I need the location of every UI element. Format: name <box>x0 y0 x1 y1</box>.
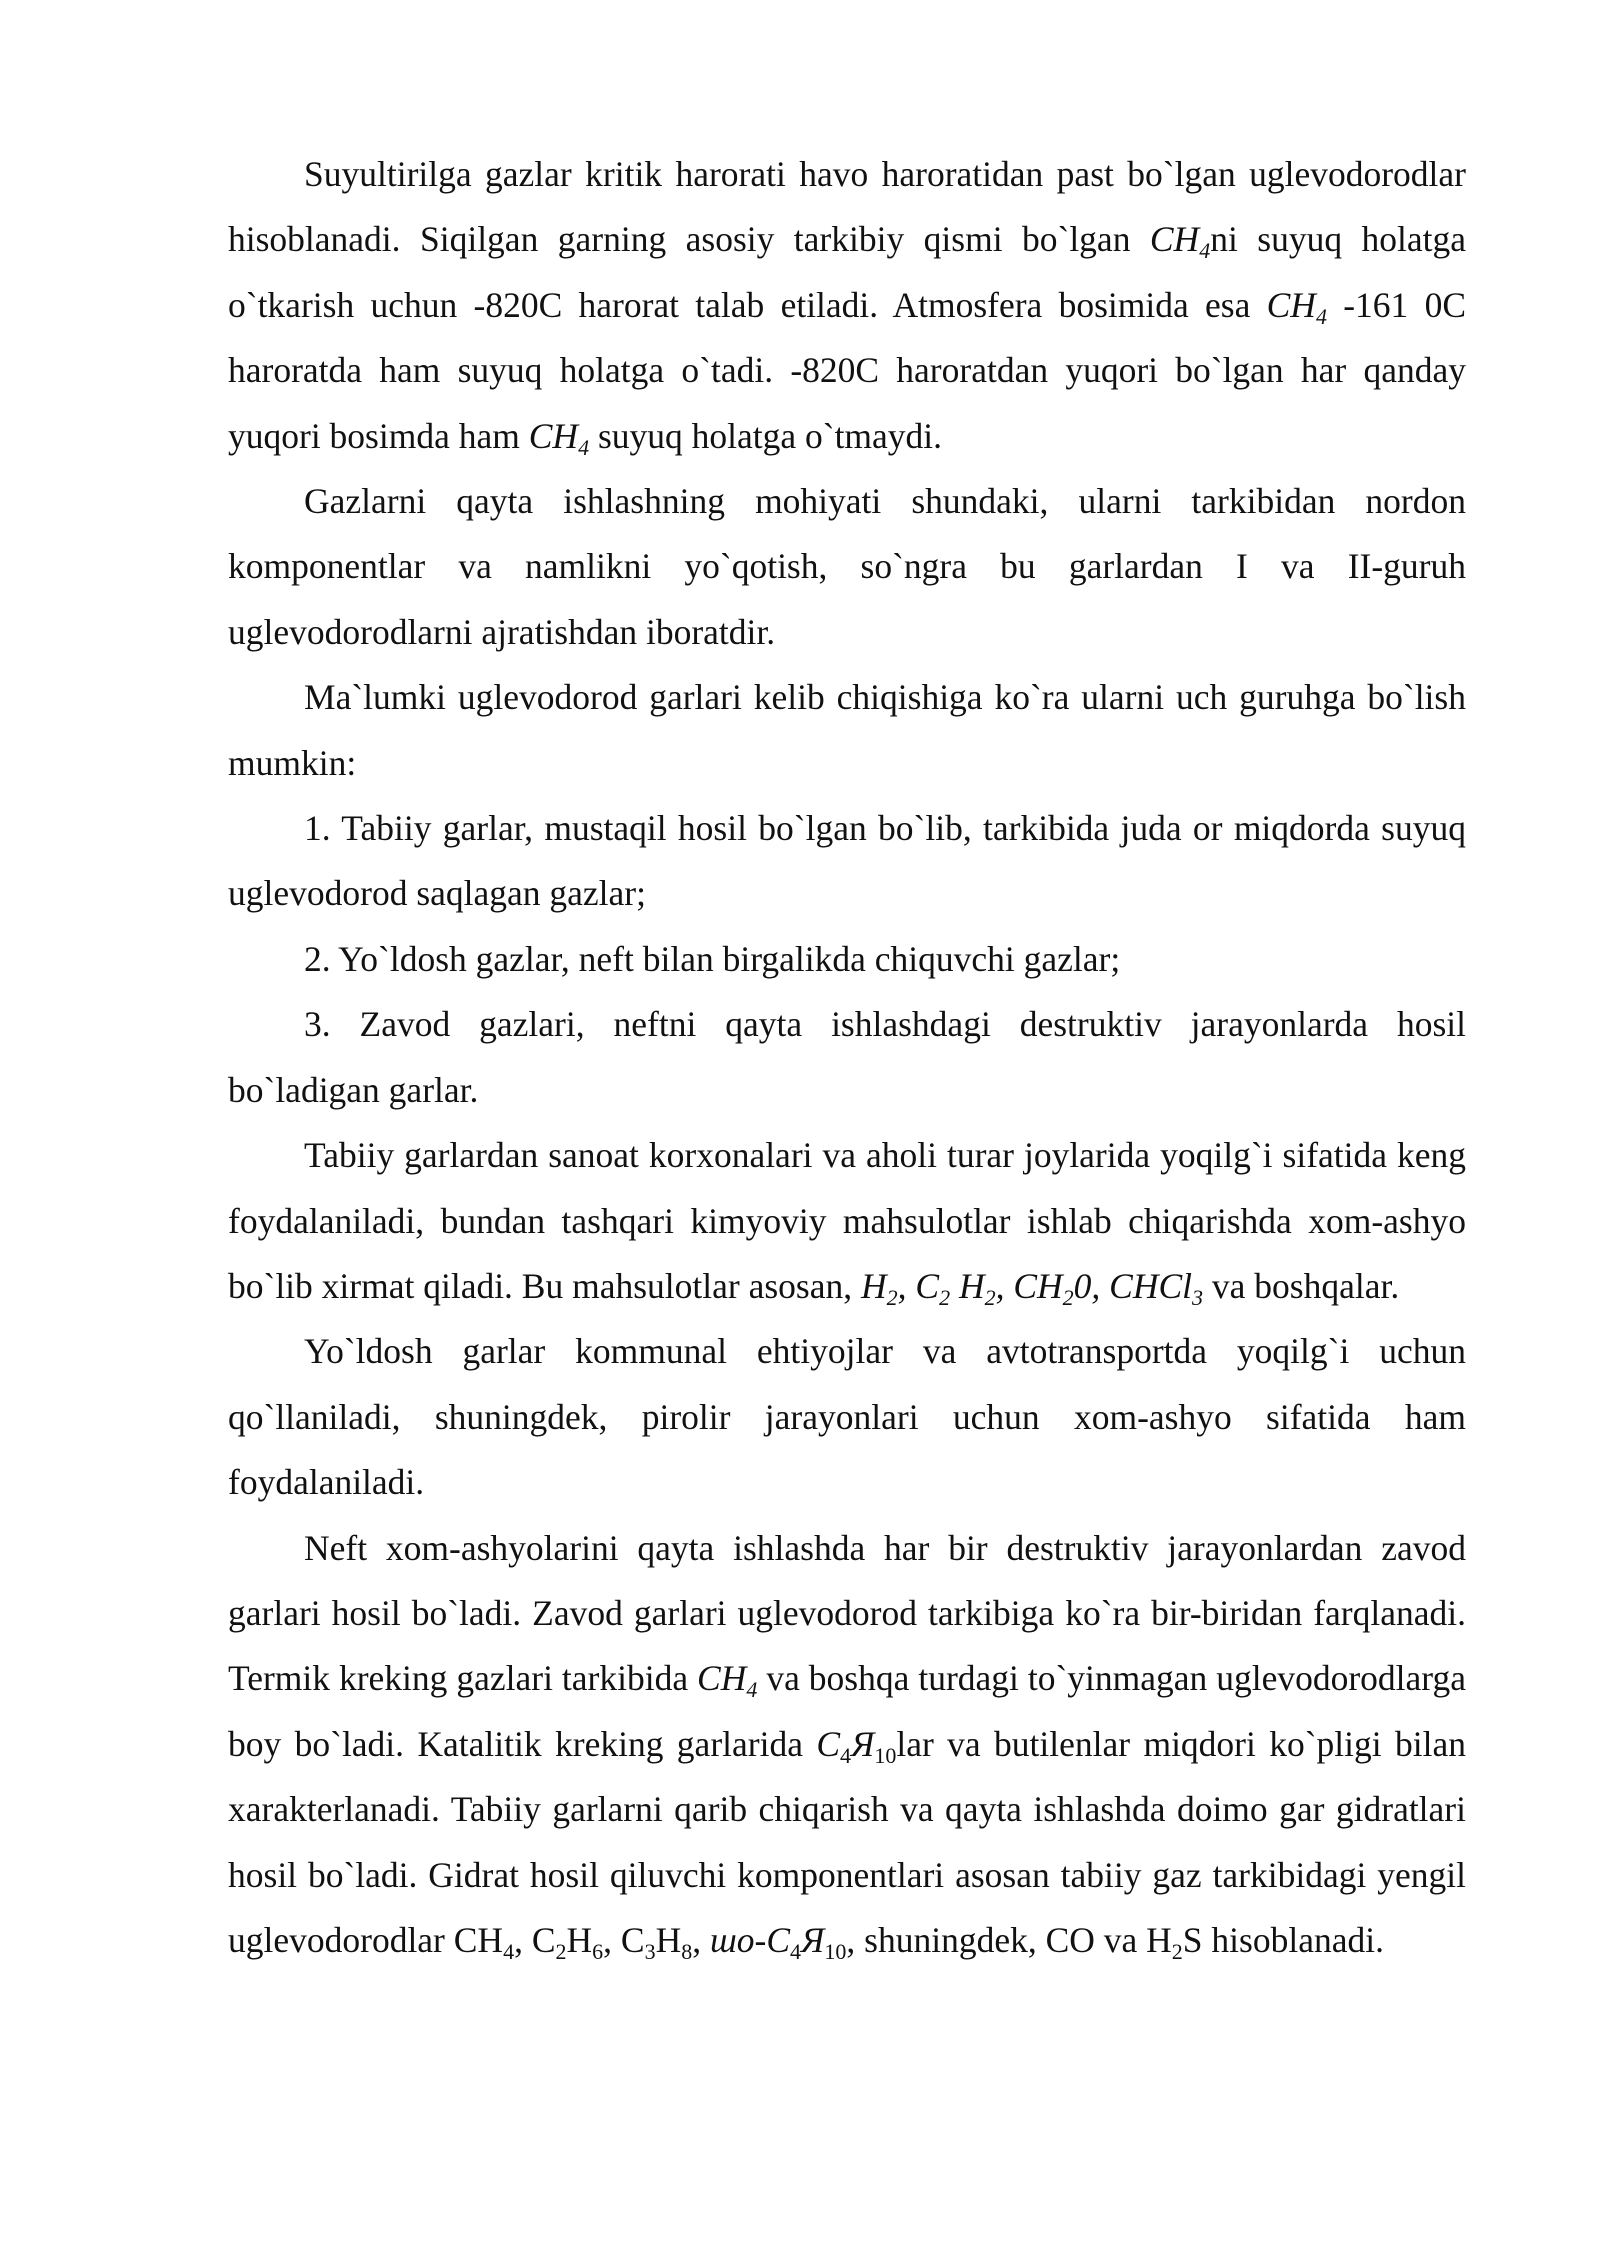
formula-run: шо-C <box>709 1919 791 1960</box>
paragraph <box>228 665 1466 796</box>
formula-run: CH <box>697 1658 747 1699</box>
document-page <box>228 142 1466 1973</box>
text-run: , C <box>514 1919 556 1960</box>
paragraph <box>228 796 1466 927</box>
subscript-run: 4 <box>503 1939 515 1964</box>
paragraph <box>228 469 1466 665</box>
subscript-run: 10 <box>824 1939 847 1964</box>
text-run: va boshqa turdagi to`yinmagan uglevodorodlarga boy bo`ladi. Katalitik kreking garlarida <box>228 1658 1466 1764</box>
text-run: S hisoblanadi. <box>1182 1919 1384 1960</box>
text-run: Ma`lumki uglevodorod garlari kelib chiqishiga ko`ra ularni uch guruhga bo`lish mumkin: <box>228 677 1466 783</box>
text-run: suyuq holatga o`tmaydi. <box>589 415 943 456</box>
text-run: , C <box>603 1919 645 1960</box>
formula-run: Я <box>801 1919 825 1960</box>
subscript-run: 4 <box>790 1939 802 1964</box>
text-run: Suyultirilga gazlar kritik harorati havo haroratidan past bo`lgan uglevodorodlar hisoblanadi. Siqilgan garning asosiy tarkibiy qismi bo`lgan <box>228 154 1466 260</box>
paragraph <box>228 1123 1466 1319</box>
subscript-run: 3 <box>644 1939 656 1964</box>
text-run: lar va butilenlar miqdori ko`pligi bilan xarakterlanadi. Tabiiy garlarni qarib chiqarish va qayta ishlashda doimo gar gidratlari hosil bo`ladi. Gidrat hosil qiluvchi komponentlari asosan tabiiy gaz tarkibidagi yengil uglevodorodlar CH <box>228 1723 1466 1960</box>
formula-run: CH <box>528 415 579 456</box>
text-run: -161 0C haroratda ham suyuq holatga o`tadi. -820C haroratdan yuqori bo`lgan har qanday yuqori bosimda ham <box>228 284 1466 456</box>
subscript-run: 2 <box>555 1939 567 1964</box>
formula-run: C <box>816 1723 841 1764</box>
text-run: , <box>692 1919 710 1960</box>
text-run: Neft xom-ashyolarini qayta ishlashda har bir destruktiv jarayonlardan zavod garlari hosil bo`ladi. Zavod garlari uglevodorod tarkibiga ko`ra bir-biridan farqlanadi. Termik kreking gazlari tarkibida <box>228 1527 1466 1699</box>
formula-run: 0, CHCl <box>1073 1265 1193 1306</box>
formula-run: H <box>950 1265 985 1306</box>
subscript-run: 4 <box>578 434 590 460</box>
subscript-run: 4 <box>1199 238 1211 264</box>
formula-run: CH <box>1149 219 1200 260</box>
subscript-run: 2 <box>1171 1939 1183 1964</box>
text-run: va boshqalar. <box>1203 1265 1400 1306</box>
text-run: Yo`ldosh garlar kommunal ehtiyojlar va avtotransportda yoqilg`i uchun qo`llaniladi, shuningdek, pirolir jarayonlari uchun xom-ashyo sifatida ham foydalaniladi. <box>228 1331 1466 1503</box>
text-run: H <box>655 1919 682 1960</box>
formula-run: , CH <box>995 1265 1063 1306</box>
text-run: ni suyuq holatga o`tkarish uchun -820C harorat talab etiladi. Atmosfera bosimida esa <box>228 219 1466 325</box>
subscript-run: 2 <box>886 1284 898 1310</box>
text-run: H <box>566 1919 593 1960</box>
subscript-run: 4 <box>840 1742 852 1768</box>
text-run: 3. Zavod gazlari, neftni qayta ishlashdagi destruktiv jarayonlarda hosil bo`ladigan garlar. <box>228 1004 1466 1110</box>
subscript-run: 8 <box>681 1939 693 1964</box>
subscript-run: 3 <box>1192 1284 1204 1310</box>
paragraph <box>228 927 1466 992</box>
text-run: , shuningdek, CO va H <box>846 1919 1172 1960</box>
paragraph <box>228 142 1466 469</box>
text-run: Tabiiy garlardan sanoat korxonalari va aholi turar joylarida yoqilg`i sifatida keng foydalaniladi, bundan tashqari kimyoviy mahsulotlar ishlab chiqarishda xom-ashyo bo`lib xirmat qiladi. Bu mahsulotlar asosan, <box>228 1135 1466 1306</box>
subscript-run: 4 <box>1315 303 1327 329</box>
formula-run: CH <box>1266 284 1316 325</box>
subscript-run: 2 <box>984 1284 996 1310</box>
formula-run: , C <box>897 1265 940 1306</box>
text-run: 1. Tabiiy garlar, mustaqil hosil bo`lgan bo`lib, tarkibida juda or miqdorda suyuq uglevodorod saqlagan gazlar; <box>228 808 1466 914</box>
paragraph <box>228 1516 1466 1974</box>
subscript-run: 4 <box>746 1677 758 1703</box>
formula-run: Я <box>851 1723 875 1764</box>
text-run: Gazlarni qayta ishlashning mohiyati shundaki, ularni tarkibidan nordon komponentlar va namlikni yo`qotish, so`ngra bu garlardan I va II-guruh uglevodorodlarni ajratishdan iboratdir. <box>228 481 1466 652</box>
text-run: 2. Yo`ldosh gazlar, neft bilan birgalikda chiquvchi gazlar; <box>304 938 1121 979</box>
subscript-run: 2 <box>1062 1284 1074 1310</box>
subscript-run: 6 <box>592 1939 604 1964</box>
formula-run: H <box>861 1265 887 1306</box>
paragraph <box>228 992 1466 1123</box>
subscript-run: 2 <box>939 1284 951 1310</box>
paragraph <box>228 1319 1466 1515</box>
subscript-run: 10 <box>874 1742 897 1768</box>
